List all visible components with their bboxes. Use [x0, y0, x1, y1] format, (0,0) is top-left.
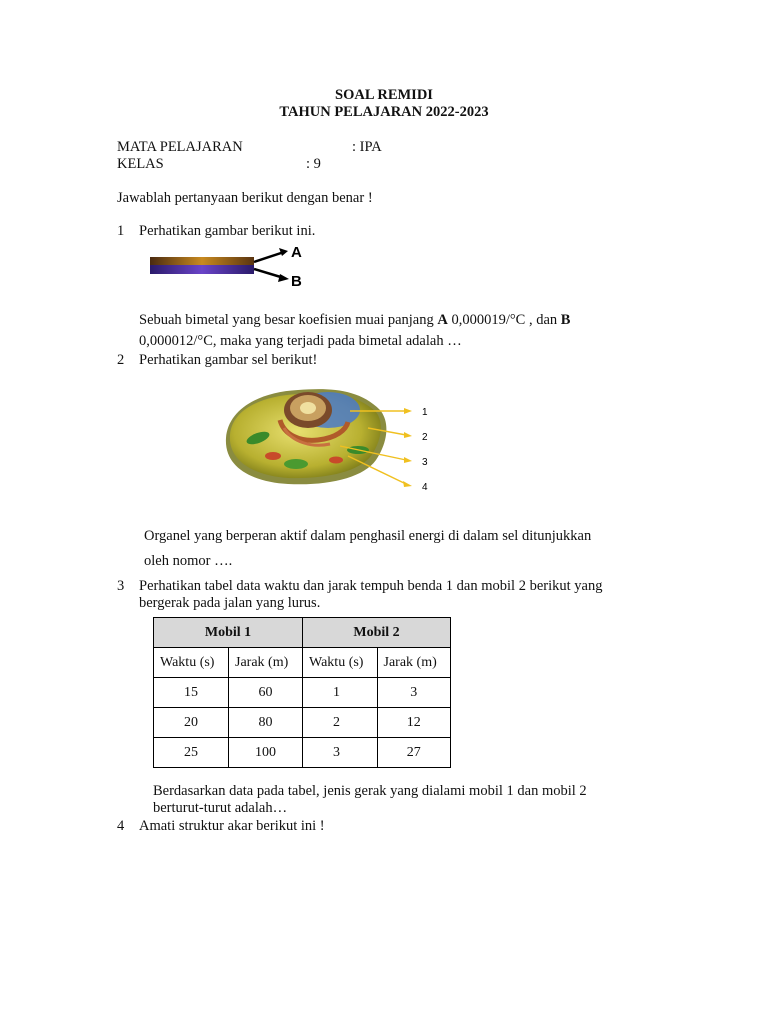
table-cell: 80: [229, 708, 303, 738]
table-cell: 100: [229, 738, 303, 768]
cell-label-2: 2: [422, 432, 428, 443]
bimetal-label-b: B: [291, 273, 302, 290]
subject-label: MATA PELAJARAN: [117, 139, 243, 155]
table-cell: 3: [377, 678, 451, 708]
q1-b-label: B: [560, 312, 571, 328]
table-cell: 25: [154, 738, 229, 768]
q3-number: 3: [117, 578, 125, 594]
cell-label-1: 1: [422, 407, 428, 418]
table-row: [154, 678, 451, 708]
motion-data-table: [153, 617, 451, 768]
bimetal-figure: [148, 240, 308, 297]
bimetal-label-a: A: [291, 244, 302, 261]
table-cell: 2: [303, 708, 378, 738]
q3-prompt-line2: bergerak pada jalan yang lurus.: [139, 595, 321, 611]
bimetal-strip-b: [150, 265, 254, 274]
group-mobil-1: Mobil 1: [154, 618, 303, 648]
doc-title: SOAL REMIDI: [335, 87, 433, 103]
q2-prompt: Perhatikan gambar sel berikut!: [139, 352, 318, 368]
column-header: Jarak (m): [377, 648, 451, 678]
q2-text-line2: oleh nomor ….: [144, 553, 233, 569]
class-label: KELAS: [117, 156, 164, 172]
q3-prompt-line1: Perhatikan tabel data waktu dan jarak tempuh benda 1 dan mobil 2 berikut yang: [139, 578, 603, 594]
column-header: Waktu (s): [303, 648, 378, 678]
bimetal-strip-a: [150, 257, 254, 265]
table-row: [154, 738, 451, 768]
table-cell: 1: [303, 678, 378, 708]
cell-label-3: 3: [422, 457, 428, 468]
doc-subtitle: TAHUN PELAJARAN 2022-2023: [279, 104, 489, 120]
group-mobil-2: Mobil 2: [303, 618, 451, 648]
table-cell: 60: [229, 678, 303, 708]
instruction-text: Jawablah pertanyaan berikut dengan benar !: [117, 190, 373, 206]
cell-figure: [218, 380, 438, 500]
table-cell: 27: [377, 738, 451, 768]
table-cell: 12: [377, 708, 451, 738]
q1-text: Sebuah bimetal yang besar koefisien muai panjang A 0,000019/°C , dan B: [139, 312, 571, 328]
table-row: [154, 708, 451, 738]
table-header-row: [154, 648, 451, 678]
column-header: Waktu (s): [154, 648, 229, 678]
q2-text-line1: Organel yang berperan aktif dalam penghasil energi di dalam sel ditunjukkan: [144, 528, 592, 544]
table-cell: 20: [154, 708, 229, 738]
class-value: : 9: [306, 156, 321, 172]
nucleolus: [300, 402, 316, 414]
q4-prompt: Amati struktur akar berikut ini !: [139, 818, 325, 834]
q3-text-line2: berturut-turut adalah…: [153, 800, 288, 816]
q4-number: 4: [117, 818, 125, 834]
q1-prompt: Perhatikan gambar berikut ini.: [139, 223, 316, 239]
table-cell: 3: [303, 738, 378, 768]
q2-number: 2: [117, 352, 125, 368]
q1-number: 1: [117, 223, 125, 239]
subject-value: : IPA: [352, 139, 382, 155]
q3-text-line1: Berdasarkan data pada tabel, jenis gerak yang dialami mobil 1 dan mobil 2: [153, 783, 587, 799]
table-cell: 15: [154, 678, 229, 708]
cell-label-4: 4: [422, 482, 428, 493]
table-group-row: [154, 618, 451, 648]
column-header: Jarak (m): [229, 648, 303, 678]
q1-a-label: A: [437, 312, 448, 328]
q1-text-line2: 0,000012/°C, maka yang terjadi pada bimetal adalah …: [139, 333, 462, 349]
